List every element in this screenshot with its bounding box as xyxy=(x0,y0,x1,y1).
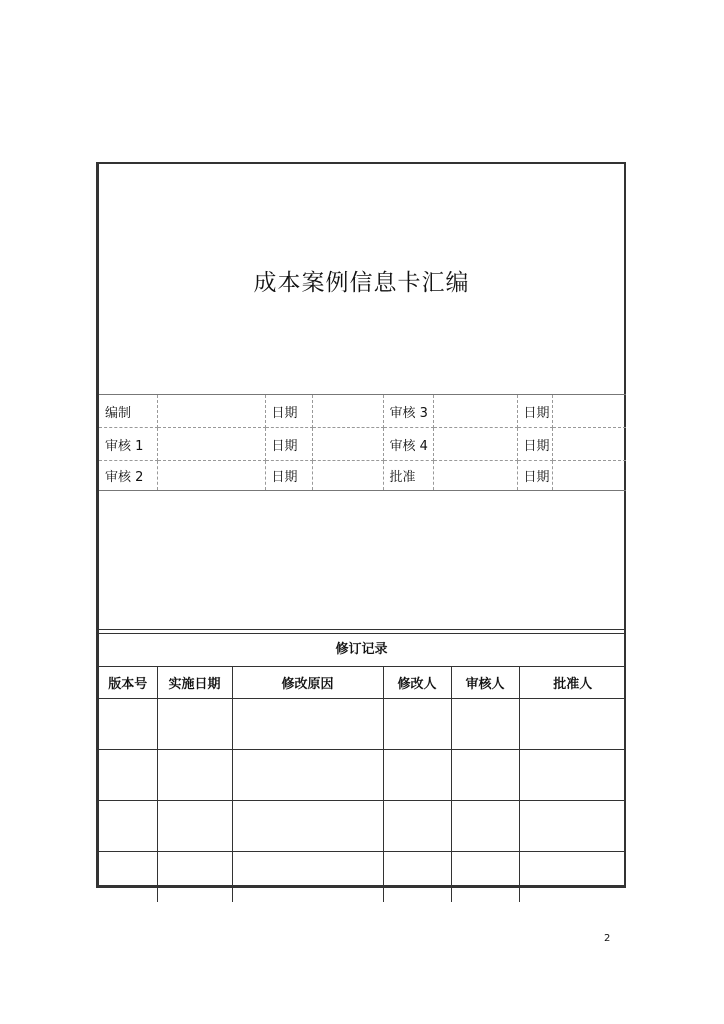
approval-value xyxy=(157,461,265,491)
revision-header-row xyxy=(99,667,626,699)
approval-value xyxy=(157,395,265,428)
table-cell xyxy=(519,699,626,750)
table-row xyxy=(99,852,626,903)
table-cell xyxy=(451,750,519,801)
column-header-reviewer: 审核人 xyxy=(451,667,519,699)
table-cell xyxy=(99,699,157,750)
approval-label: 日期 xyxy=(517,395,552,428)
column-header-date: 实施日期 xyxy=(157,667,232,699)
approval-row xyxy=(99,428,626,461)
approval-value xyxy=(552,395,626,428)
table-row xyxy=(99,750,626,801)
approval-value xyxy=(312,428,383,461)
table-cell xyxy=(232,801,383,852)
table-row xyxy=(99,699,626,750)
approval-label: 日期 xyxy=(265,428,312,461)
approval-table xyxy=(99,394,626,491)
column-header-approver: 批准人 xyxy=(519,667,626,699)
approval-label: 审核 2 xyxy=(99,461,157,491)
approval-label: 日期 xyxy=(517,428,552,461)
table-cell xyxy=(519,750,626,801)
page-number: 2 xyxy=(604,933,611,944)
table-cell xyxy=(99,852,157,903)
column-header-version: 版本号 xyxy=(99,667,157,699)
table-cell xyxy=(157,750,232,801)
table-cell xyxy=(157,699,232,750)
table-cell xyxy=(383,852,451,903)
approval-label: 审核 4 xyxy=(383,428,433,461)
approval-label: 日期 xyxy=(265,461,312,491)
approval-value xyxy=(433,461,517,491)
approval-value xyxy=(312,395,383,428)
approval-value xyxy=(433,395,517,428)
column-header-reason: 修改原因 xyxy=(232,667,383,699)
table-cell xyxy=(383,699,451,750)
table-cell xyxy=(451,801,519,852)
approval-label: 审核 1 xyxy=(99,428,157,461)
approval-value xyxy=(552,461,626,491)
table-cell xyxy=(519,801,626,852)
column-header-modifier: 修改人 xyxy=(383,667,451,699)
approval-value xyxy=(312,461,383,491)
table-cell xyxy=(157,852,232,903)
table-cell xyxy=(451,699,519,750)
approval-value xyxy=(552,428,626,461)
document-title: 成本案例信息卡汇编 xyxy=(253,270,470,296)
table-cell xyxy=(383,750,451,801)
table-cell xyxy=(232,750,383,801)
table-cell xyxy=(157,801,232,852)
approval-value xyxy=(433,428,517,461)
approval-label: 日期 xyxy=(517,461,552,491)
table-cell xyxy=(99,750,157,801)
cover-frame xyxy=(96,162,626,888)
approval-label: 编制 xyxy=(99,395,157,428)
table-cell xyxy=(451,852,519,903)
approval-row xyxy=(99,461,626,491)
table-cell xyxy=(519,852,626,903)
table-cell xyxy=(232,699,383,750)
table-cell xyxy=(232,852,383,903)
revision-title: 修订记录 xyxy=(335,642,388,657)
approval-label: 日期 xyxy=(265,395,312,428)
revision-table xyxy=(99,666,626,902)
table-row xyxy=(99,801,626,852)
table-cell xyxy=(99,801,157,852)
approval-label: 审核 3 xyxy=(383,395,433,428)
approval-row xyxy=(99,395,626,428)
approval-label: 批准 xyxy=(383,461,433,491)
table-cell xyxy=(383,801,451,852)
approval-value xyxy=(157,428,265,461)
